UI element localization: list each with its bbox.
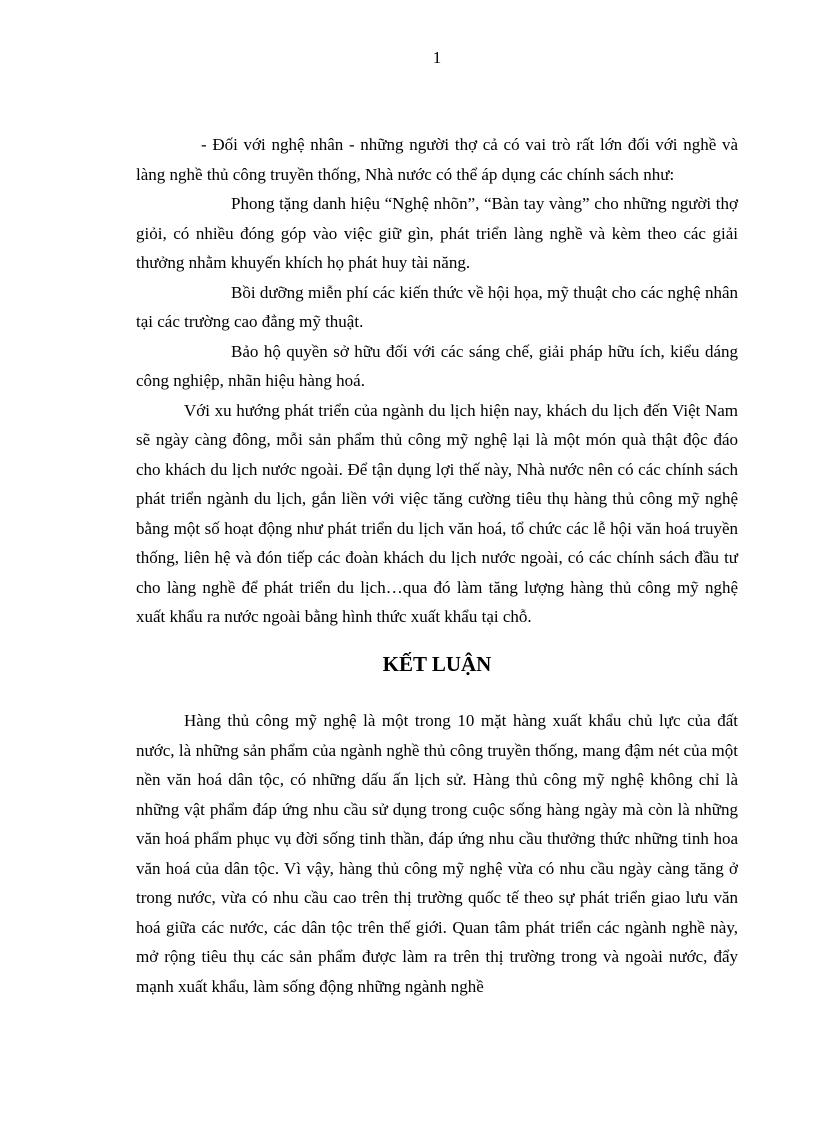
page-number: 1 <box>432 48 442 67</box>
paragraph-titles: Phong tặng danh hiệu “Nghệ nhõn”, “Bàn tay vàng” cho những người thợ giỏi, có nhiều đóng góp vào việc giữ gìn, phát triển làng nghề và kèm theo các giải thưởng nhằm khuyến khích họ phát huy tài năng. <box>136 194 738 272</box>
conclusion-section <box>136 706 738 1001</box>
paragraph-conclusion: Hàng thủ công mỹ nghệ là một trong 10 mặt hàng xuất khẩu chủ lực của đất nước, là những sản phẩm của ngành nghề thủ công truyền thống, mang đậm nét của một nền văn hoá dân tộc, có những dấu ấn lịch sử. Hàng thủ công mỹ nghệ không chỉ là những vật phẩm đáp ứng nhu cầu sử dụng trong cuộc sống hàng ngày mà còn là những văn hoá phẩm phục vụ đời sống tinh thần, đáp ứng nhu cầu thưởng thức những tinh hoa văn hoá của dân tộc. Vì vậy, hàng thủ công mỹ nghệ vừa có nhu cầu ngày càng tăng ở trong nước, vừa có nhu cầu cao trên thị trường quốc tế theo sự phát triển giao lưu văn hoá giữa các nước, các dân tộc trên thế giới. Quan tâm phát triển các ngành nghề này, mở rộng tiêu thụ các sản phẩm được làm ra trên thị trường trong và ngoài nước, đẩy mạnh xuất khẩu, làm sống động những ngành nghề <box>136 711 738 996</box>
conclusion-heading: KẾT LUẬN <box>382 652 492 676</box>
paragraph-ip-protection: Bảo hộ quyền sở hữu đối với các sáng chế, giải pháp hữu ích, kiểu dáng công nghiệp, nhãn hiệu hàng hoá. <box>136 341 738 390</box>
paragraph-artisans: - Đối với nghệ nhân - những người thợ cả có vai trò rất lớn đối với nghề và làng nghề thủ công truyền thống, Nhà nước có thể áp dụng các chính sách như: <box>136 135 738 184</box>
policy-section <box>136 130 738 632</box>
paragraph-tourism: Với xu hướng phát triển của ngành du lịch hiện nay, khách du lịch đến Việt Nam sẽ ngày càng đông, mỗi sản phẩm thủ công mỹ nghệ lại là một món quà thật độc đáo cho khách du lịch nước ngoài. Để tận dụng lợi thế này, Nhà nước nên có các chính sách phát triển ngành du lịch, gắn liền với việc tăng cường tiêu thụ hàng thủ công mỹ nghệ bằng một số hoạt động như phát triển du lịch văn hoá, tổ chức các lễ hội văn hoá truyền thống, liên hệ và đón tiếp các đoàn khách du lịch nước ngoài, có các chính sách đầu tư cho làng nghề để phát triển du lịch…qua đó làm tăng lượng hàng thủ công mỹ nghệ xuất khẩu ra nước ngoài bằng hình thức xuất khẩu tại chỗ. <box>136 400 738 626</box>
paragraph-training: Bồi dưỡng miễn phí các kiến thức về hội họa, mỹ thuật cho các nghệ nhân tại các trường cao đẳng mỹ thuật. <box>136 282 738 331</box>
